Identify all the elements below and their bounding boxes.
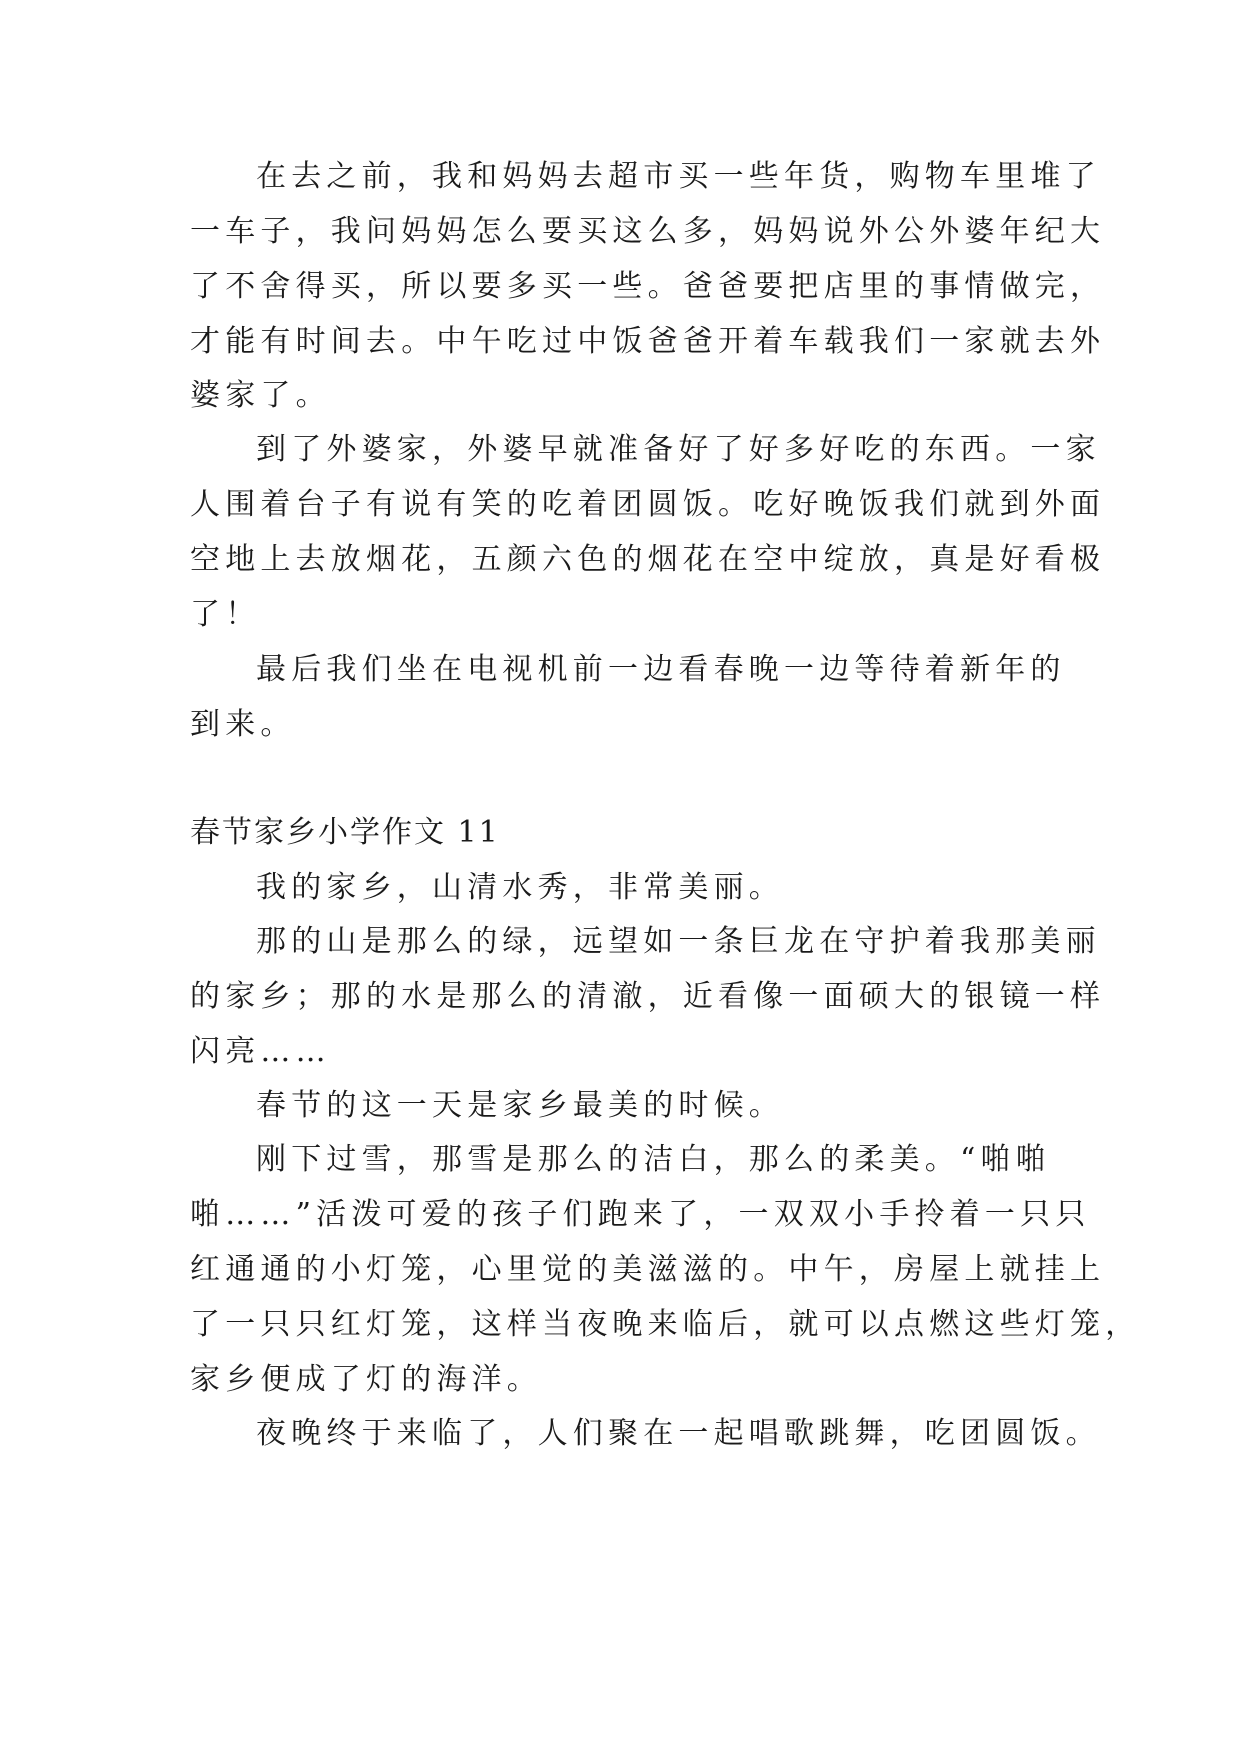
para3-line-2: 到来。 <box>190 707 296 742</box>
para8-line-1: 夜晚终于来临了，人们聚在一起唱歌跳舞，吃团圆饭。 <box>256 1416 1101 1451</box>
para1-line-3: 了不舍得买，所以要多买一些。爸爸要把店里的事情做完， <box>190 269 1106 304</box>
para3-line-1: 最后我们坐在电视机前一边看春晚一边等待着新年的 <box>256 652 1066 687</box>
para7-line-5: 家乡便成了灯的海洋。 <box>190 1362 542 1397</box>
para5-line-2: 的家乡；那的水是那么的清澈，近看像一面硕大的银镜一样 <box>190 979 1106 1014</box>
para2-line-1: 到了外婆家，外婆早就准备好了好多好吃的东西。一家 <box>256 432 1101 467</box>
para7-line-1: 刚下过雪，那雪是那么的洁白，那么的柔美。“啪啪 <box>256 1142 1051 1177</box>
para2-line-3: 空地上去放烟花，五颜六色的烟花在空中绽放，真是好看极 <box>190 542 1106 577</box>
para5-line-3: 闪亮…… <box>190 1034 331 1069</box>
para5-line-1: 那的山是那么的绿，远望如一条巨龙在守护着我那美丽 <box>256 924 1101 959</box>
para1-line-5: 婆家了。 <box>190 378 331 413</box>
para6-line-1: 春节的这一天是家乡最美的时候。 <box>256 1088 784 1123</box>
para2-line-4: 了！ <box>190 597 261 632</box>
para7-line-2: 啪……”活泼可爱的孩子们跑来了，一双双小手拎着一只只 <box>190 1197 1091 1232</box>
para4-line-1: 我的家乡，山清水秀，非常美丽。 <box>256 870 784 905</box>
para1-line-4: 才能有时间去。中午吃过中饭爸爸开着车载我们一家就去外 <box>190 324 1106 359</box>
section-heading: 春节家乡小学作文 11 <box>190 815 500 850</box>
para1-line-1: 在去之前，我和妈妈去超市买一些年货，购物车里堆了 <box>256 159 1101 194</box>
para7-line-4: 了一只只红灯笼，这样当夜晚来临后，就可以点燃这些灯笼， <box>190 1307 1141 1342</box>
para2-line-2: 人围着台子有说有笑的吃着团圆饭。吃好晚饭我们就到外面 <box>190 487 1106 522</box>
para1-line-2: 一车子，我问妈妈怎么要买这么多，妈妈说外公外婆年纪大 <box>190 214 1106 249</box>
para7-line-3: 红通通的小灯笼，心里觉的美滋滋的。中午，房屋上就挂上 <box>190 1252 1106 1287</box>
